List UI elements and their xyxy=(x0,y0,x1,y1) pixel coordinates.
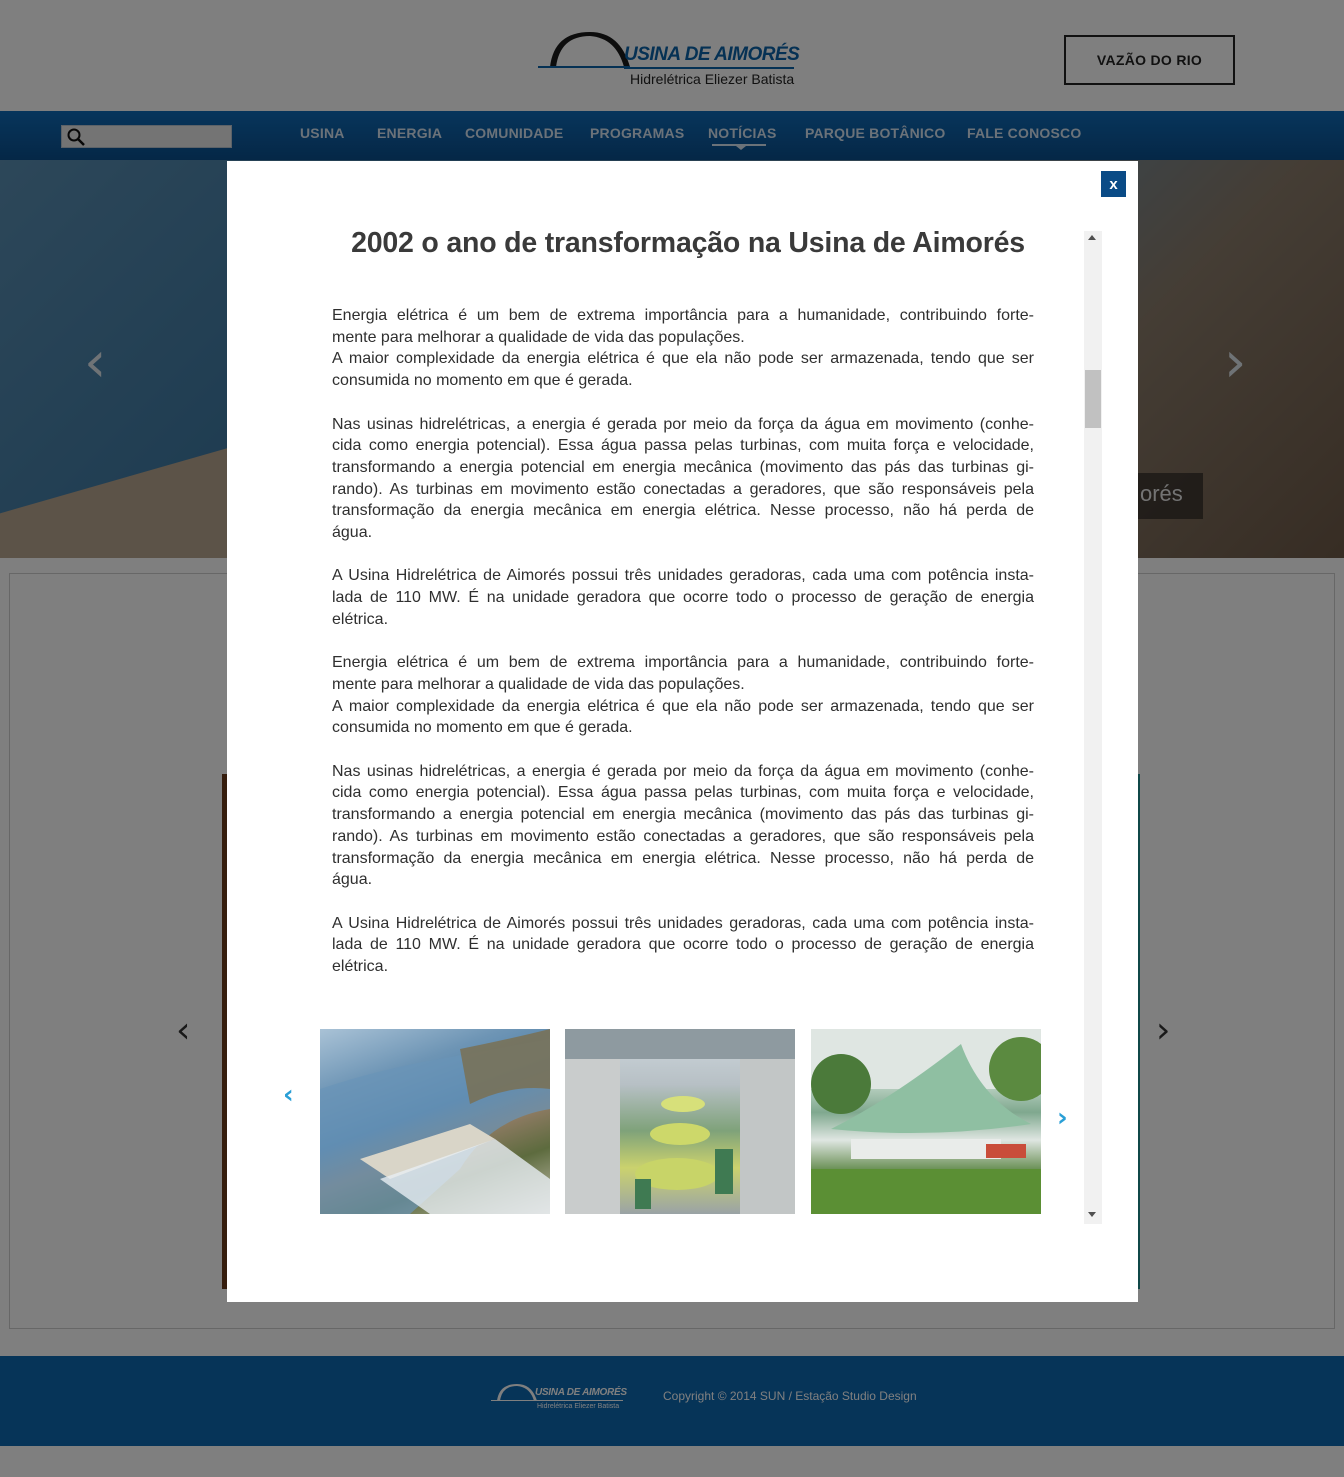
article-line: cida como energia potencial). Essa água passa pelas turbinas, com muita força e velocidade, xyxy=(332,437,1034,455)
article-line: Energia elétrica é um bem de extrema importância para a humanidade, contribuindo forte- xyxy=(332,654,1034,672)
article-line: água. xyxy=(332,524,373,542)
scroll-thumb[interactable] xyxy=(1085,370,1101,428)
tent-illustration xyxy=(811,1029,1041,1214)
article-line: Nas usinas hidrelétricas, a energia é gerada por meio da força da água em movimento (conhe- xyxy=(332,762,1034,780)
turbine-illustration xyxy=(565,1029,795,1214)
article-line: Energia elétrica é um bem de extrema importância para a humanidade, contribuindo forte- xyxy=(332,307,1034,324)
turbine-hall-photo[interactable] xyxy=(565,1029,795,1214)
article-line: transformação da energia mecânica em energia elétrica. Nesse processo, não há perda de xyxy=(332,849,1034,867)
article-paragraph xyxy=(332,652,1034,739)
dam-illustration xyxy=(320,1029,550,1214)
article-paragraph xyxy=(332,913,1034,978)
article-line: rando). As turbinas em movimento estão conectadas a geradores, que são responsáveis pela xyxy=(332,827,1034,845)
article-line: elétrica. xyxy=(332,958,389,976)
article-line: A Usina Hidrelétrica de Aimorés possui três unidades geradoras, cada uma com potência insta- xyxy=(332,567,1034,585)
dam-aerial-photo[interactable] xyxy=(320,1029,550,1214)
article-line: transformando a energia potencial em energia mecânica (movimento das pás das turbinas gi- xyxy=(332,806,1034,824)
article-line: A maior complexidade da energia elétrica é que ela não pode ser armazenada, tendo que ser xyxy=(332,697,1034,715)
article-line: transformando a energia potencial em energia mecânica (movimento das pás das turbinas gi- xyxy=(332,458,1034,476)
article-body xyxy=(332,305,1034,999)
scroll-down-arrow-icon[interactable] xyxy=(1088,1212,1096,1217)
article-line: lada de 110 MW. É na unidade geradora que ocorre todo o processo de geração de energia xyxy=(332,936,1034,954)
scroll-up-arrow-icon[interactable] xyxy=(1088,235,1096,240)
article-line: A Usina Hidrelétrica de Aimorés possui três unidades geradoras, cada uma com potência insta- xyxy=(332,914,1034,932)
article-line: A maior complexidade da energia elétrica é que ela não pode ser armazenada, tendo que ser xyxy=(332,350,1034,368)
article-line: elétrica. xyxy=(332,610,389,628)
article-line: lada de 110 MW. É na unidade geradora que ocorre todo o processo de geração de energia xyxy=(332,589,1034,607)
close-button[interactable]: x xyxy=(1101,171,1126,197)
article-line: transformação da energia mecânica em energia elétrica. Nesse processo, não há perda de xyxy=(332,502,1034,520)
article-paragraph xyxy=(332,761,1034,891)
article-line: água. xyxy=(332,871,373,889)
thumbs-next-chevron-right-icon[interactable]: › xyxy=(1057,1103,1068,1133)
article-line: mente para melhorar a qualidade de vida das populações. xyxy=(332,328,745,346)
article-line: mente para melhorar a qualidade de vida das populações. xyxy=(332,675,745,693)
tent-garden-photo[interactable] xyxy=(811,1029,1041,1214)
news-modal xyxy=(227,161,1138,1302)
article-paragraph xyxy=(332,565,1034,630)
article-line: consumida no momento em que é gerada. xyxy=(332,372,633,390)
article-line: cida como energia potencial). Essa água passa pelas turbinas, com muita força e velocidade, xyxy=(332,784,1034,802)
article-paragraph xyxy=(332,414,1034,544)
thumbs-prev-chevron-left-icon[interactable]: ‹ xyxy=(283,1080,294,1110)
article-paragraph xyxy=(332,305,1034,392)
article-line: consumida no momento em que é gerada. xyxy=(332,719,633,737)
article-line: rando). As turbinas em movimento estão conectadas a geradores, que são responsáveis pela xyxy=(332,480,1034,498)
modal-scrollbar[interactable] xyxy=(1084,231,1102,1224)
article-line: Nas usinas hidrelétricas, a energia é gerada por meio da força da água em movimento (conhe- xyxy=(332,415,1034,433)
modal-title: 2002 o ano de transformação na Usina de Aimorés xyxy=(351,227,1025,259)
